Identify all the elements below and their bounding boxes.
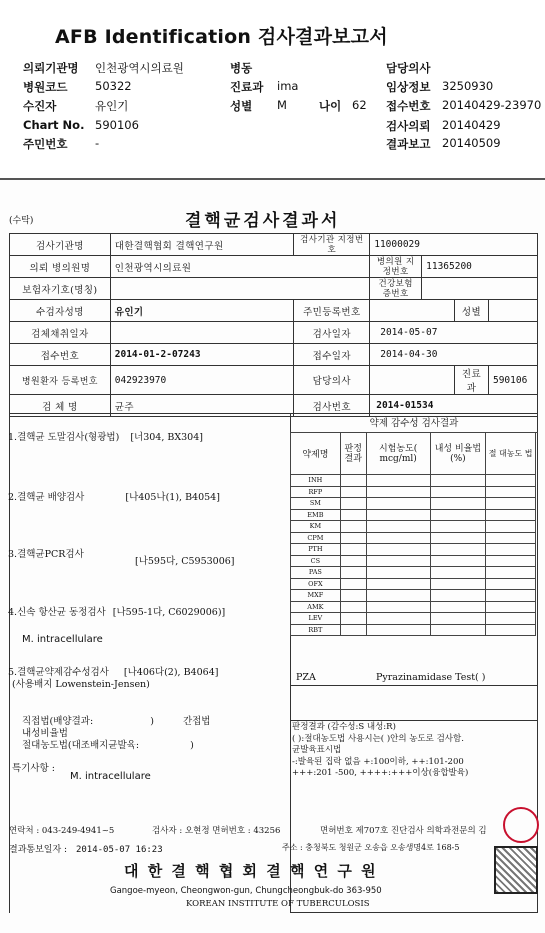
value-report-sex (488, 300, 537, 322)
special-notes-value: M. intracellulare (70, 771, 151, 782)
label-report-sex: 성별 (455, 300, 489, 322)
label-resident-no: 주민번호 (23, 137, 68, 151)
drug-row (291, 475, 536, 487)
drug-cell (430, 567, 486, 579)
drug-cell (430, 590, 486, 602)
label-patient: 수진자 (23, 99, 57, 113)
drug-cell (430, 532, 486, 544)
test-item-1: 1.결핵균 도말검사(형광법) [너304, BX304] (8, 432, 203, 443)
drug-cell (486, 521, 536, 533)
value-collection-date (110, 322, 294, 344)
drug-cell (340, 475, 366, 487)
label-specimen: 검 체 명 (10, 395, 111, 417)
value-institution-no: 11000029 (370, 234, 538, 256)
label-insurer: 보험자기호(명칭) (10, 278, 111, 300)
label-test-institution: 검사기관명 (10, 234, 111, 256)
value-patient: 유인기 (95, 99, 129, 113)
footer-license: 면허번호 제707호 진단검사 의학과전문의 김 (320, 826, 487, 836)
footer-contact: 연락처 : 043-249-4941~5 (9, 826, 115, 836)
label-receipt-no: 접수번호 (386, 99, 431, 113)
value-accept-date: 2014-04-30 (370, 344, 538, 366)
drug-cell (486, 590, 536, 602)
drug-cell (340, 555, 366, 567)
value-report-date: 20140509 (442, 136, 501, 150)
footer-address: 주소 : 충청북도 청원군 오송읍 오송생명4로 168-5 (282, 843, 460, 852)
value-test-institution: 대한결핵협회 결핵연구원 (110, 234, 294, 256)
drug-cell (366, 590, 430, 602)
label-hospital-code: 병원코드 (23, 80, 68, 94)
drug-row (291, 498, 536, 510)
report-title: 결핵균검사결과서 (185, 211, 341, 231)
drug-cell (340, 601, 366, 613)
drug-row (291, 521, 536, 533)
value-age: 62 (352, 98, 367, 112)
legend-divider (290, 720, 538, 721)
drug-cell (486, 475, 536, 487)
drug-cell (366, 486, 430, 498)
label-institution: 의뢰기관명 (23, 61, 79, 75)
value-hospital-code: 50322 (95, 79, 132, 93)
drug-name: RFP (291, 486, 341, 498)
drug-row (291, 486, 536, 498)
drug-cell (486, 532, 536, 544)
value-report-department: 590106 (488, 366, 537, 395)
drug-cell (340, 613, 366, 625)
drug-name: SM (291, 498, 341, 510)
drug-cell (340, 521, 366, 533)
pza-divider (290, 685, 538, 686)
drug-name: KM (291, 521, 341, 533)
drug-row (291, 613, 536, 625)
value-clinical-info: 3250930 (442, 79, 494, 93)
drug-cell (340, 498, 366, 510)
drug-name: PTH (291, 544, 341, 556)
value-resident-no: - (95, 136, 100, 150)
label-chart-no: Chart No. (23, 118, 85, 132)
drug-row (291, 567, 536, 579)
label-institution-no: 검사기관 지정번호 (294, 234, 370, 256)
drug-name: MXF (291, 590, 341, 602)
label-ward: 병동 (230, 61, 253, 75)
label-accept-date: 접수일자 (294, 344, 370, 366)
drug-cell (340, 624, 366, 636)
drug-row (291, 590, 536, 602)
value-accept-no: 2014-01-2-07243 (110, 344, 294, 366)
red-seal-icon (503, 807, 539, 843)
drug-cell (366, 613, 430, 625)
special-notes-label: 특기사항 : (12, 763, 55, 774)
drug-cell (340, 544, 366, 556)
label-resident-registration: 주민등록번호 (294, 300, 370, 322)
drug-cell (430, 509, 486, 521)
pza-value: Pyrazinamidase Test( ) (376, 672, 486, 683)
method-resistance-ratio: 내성비율법 (22, 728, 68, 739)
legend-line-1: 판정결과 (감수성:S 내성:R) (292, 722, 396, 732)
drug-cell (340, 509, 366, 521)
label-registration-no: 병원환자 등록번호 (10, 366, 111, 395)
label-age: 나이 (319, 99, 342, 113)
drug-header-absolute: 절 대농도 법 (486, 433, 536, 475)
label-test-date: 검사일자 (294, 322, 370, 344)
legend (292, 722, 468, 780)
drug-cell (340, 590, 366, 602)
drug-cell (430, 601, 486, 613)
label-report-department: 진료과 (455, 366, 489, 395)
value-chart-no: 590106 (95, 118, 139, 132)
drug-cell (340, 567, 366, 579)
drug-name: OFX (291, 578, 341, 590)
label-doctor: 담당의사 (386, 61, 431, 75)
drug-cell (486, 544, 536, 556)
drug-row (291, 624, 536, 636)
drug-row (291, 544, 536, 556)
value-department: ima (277, 79, 299, 93)
footer-report-date: 결과통보일자 : 2014-05-07 16:23 (9, 845, 163, 855)
value-sex: M (277, 98, 287, 112)
label-requesting-hospital: 의뢰 병의원명 (10, 256, 111, 278)
page-title: AFB Identification 검사결과보고서 (55, 26, 388, 48)
test-4-result: M. intracellulare (22, 634, 103, 645)
drug-cell (366, 532, 430, 544)
value-resident-registration (370, 300, 455, 322)
drug-name: RBT (291, 624, 341, 636)
drug-cell (366, 601, 430, 613)
drug-cell (430, 578, 486, 590)
value-attending-doctor (370, 366, 455, 395)
label-test-no: 검사번호 (294, 395, 370, 417)
label-examinee: 수검자성명 (10, 300, 111, 322)
value-request-date: 20140429 (442, 118, 501, 132)
test-5-medium: (사용배지 Lowenstein-Jensen) (12, 679, 150, 690)
drug-cell (430, 613, 486, 625)
label-clinical-info: 임상정보 (386, 80, 431, 94)
drug-cell (486, 601, 536, 613)
drug-name: PAS (291, 567, 341, 579)
label-sex: 성별 (230, 99, 253, 113)
label-collection-date: 검체채취일자 (10, 322, 111, 344)
legend-line-5: +++:201 -500, ++++:+++이상(융합발육) (292, 768, 469, 778)
drug-row (291, 509, 536, 521)
legend-line-2: ( ):절대농도법 사용시는( )안의 농도로 검사함. (292, 733, 464, 744)
test-item-4: 4.신속 항산균 동정검사 [나595-1다, C6029006)] (8, 607, 226, 618)
drug-row (291, 532, 536, 544)
drug-name: LEV (291, 613, 341, 625)
drug-cell (486, 578, 536, 590)
value-health-insurance-no (422, 278, 538, 300)
value-test-no: 2014-01534 (370, 395, 538, 417)
label-accept-no: 접수번호 (10, 344, 111, 366)
drug-table-title: 약제 감수성 검사결과 (290, 416, 538, 433)
test-item-3: 3.결핵균PCR검사 (8, 549, 84, 560)
drug-cell (430, 544, 486, 556)
value-receipt-no: 20140429-23970 (442, 98, 542, 112)
drug-header-ratio: 내성 비율법(%) (430, 433, 486, 475)
drug-cell (486, 555, 536, 567)
scanned-report (0, 178, 545, 933)
footer-org-name: 대 한 결 핵 협 회 결 핵 연 구 원 (124, 862, 378, 880)
test-item-3-code: [나595다, C5953006] (135, 556, 235, 567)
drug-cell (430, 555, 486, 567)
footer-examiner: 검사자 : 오현정 면허번호 : 43256 (152, 826, 281, 836)
drug-cell (366, 521, 430, 533)
legend-line-3: 균발육표시법 (292, 745, 342, 755)
label-request-date: 검사의뢰 (386, 119, 431, 133)
label-hospital-no: 병의원 지정번호 (370, 256, 422, 278)
report-tag: (수탁) (9, 216, 34, 226)
drug-cell (486, 613, 536, 625)
test-item-5: 5.결핵균약제감수성검사 [나406다(2), B4064] (8, 667, 219, 678)
drug-cell (486, 624, 536, 636)
drug-cell (486, 509, 536, 521)
footer-org-address: Gangoe-myeon, Cheongwon-gun, Chungcheongbuk-do 363-950 (110, 886, 382, 896)
drug-cell (430, 624, 486, 636)
drug-header-name: 약제명 (291, 433, 341, 475)
drug-cell (366, 475, 430, 487)
value-hospital-no: 11365200 (422, 256, 538, 278)
pza-label: PZA (296, 672, 316, 683)
footer-org-en: KOREAN INSTITUTE OF TUBERCULOSIS (186, 899, 370, 909)
drug-name: INH (291, 475, 341, 487)
drug-name: AMK (291, 601, 341, 613)
test-item-2: 2.결핵균 배양검사 [나405나(1), B4054] (8, 492, 220, 503)
drug-cell (340, 486, 366, 498)
value-insurer (110, 278, 369, 300)
drug-cell (366, 624, 430, 636)
label-attending-doctor: 담당의사 (294, 366, 370, 395)
drug-cell (366, 567, 430, 579)
drug-cell (486, 498, 536, 510)
value-requesting-hospital: 인천광역시의료원 (110, 256, 369, 278)
drug-name: CS (291, 555, 341, 567)
drug-cell (430, 486, 486, 498)
label-department: 진료과 (230, 80, 264, 94)
drug-cell (366, 555, 430, 567)
drug-cell (430, 498, 486, 510)
drug-cell (430, 475, 486, 487)
drug-cell (340, 532, 366, 544)
drug-header-result: 판정 결과 (340, 433, 366, 475)
method-absolute: 절대농도법(대조배지균발육: ) (22, 740, 194, 751)
value-test-date: 2014-05-07 (370, 322, 538, 344)
info-table (9, 233, 538, 417)
drug-cell (430, 521, 486, 533)
drug-cell (340, 578, 366, 590)
value-examinee: 유인기 (110, 300, 294, 322)
drug-row (291, 555, 536, 567)
drug-cell (366, 544, 430, 556)
drug-name: EMB (291, 509, 341, 521)
label-report-date: 결과보고 (386, 137, 431, 151)
drug-cell (366, 498, 430, 510)
drug-cell (486, 567, 536, 579)
drug-header-concentration: 시험농도( mcg/ml) (366, 433, 430, 475)
drug-row (291, 601, 536, 613)
tests-frame (9, 413, 290, 913)
drug-table (290, 432, 536, 636)
value-specimen: 균주 (110, 395, 294, 417)
label-health-insurance-no: 건강보험 증번호 (370, 278, 422, 300)
drug-cell (486, 486, 536, 498)
legend-line-4: -:발육된 집락 없음 +:100이하, ++:101-200 (292, 756, 464, 767)
drug-cell (366, 578, 430, 590)
official-seal-icon (494, 846, 538, 894)
value-institution: 인천광역시의료원 (95, 61, 184, 75)
drug-name: CPM (291, 532, 341, 544)
method-direct: 직접법(배양결과: ) 간접법 (22, 716, 211, 727)
value-registration-no: 042923970 (110, 366, 294, 395)
drug-cell (366, 509, 430, 521)
drug-row (291, 578, 536, 590)
